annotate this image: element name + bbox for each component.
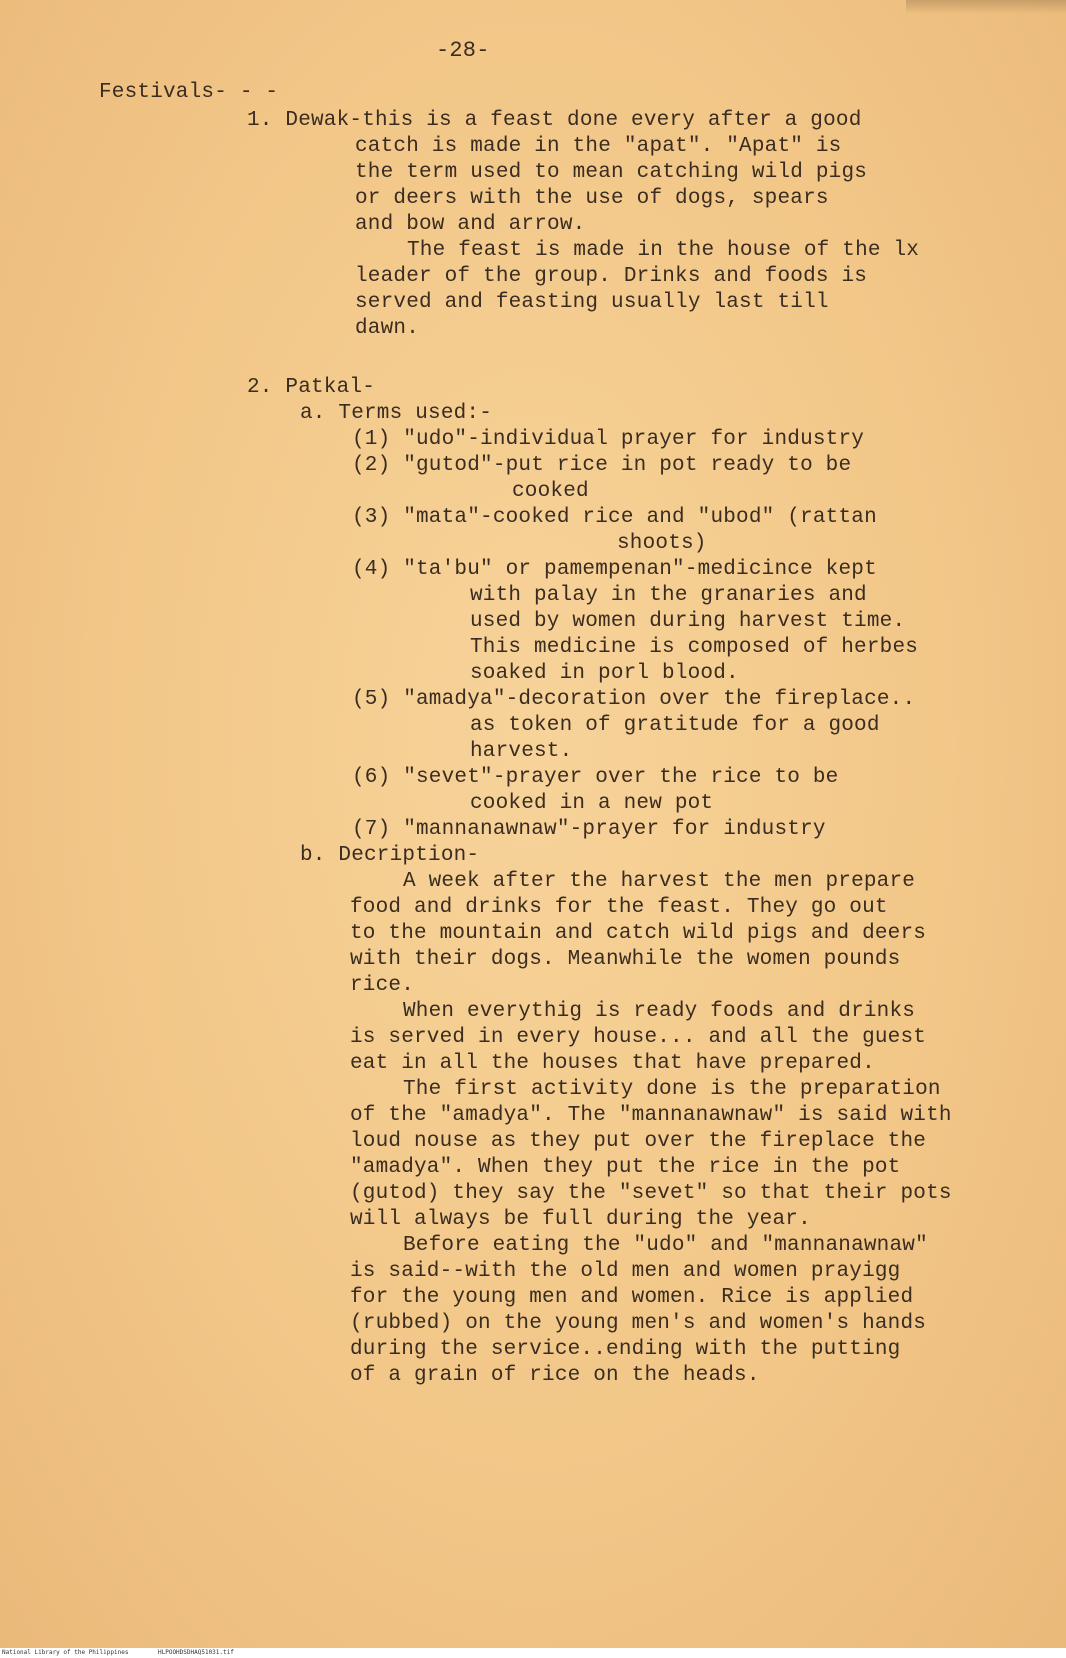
term-line: with palay in the granaries and <box>470 584 867 607</box>
description-line: "amadya". When they put the rice in the pot <box>350 1156 901 1179</box>
description-line: is said--with the old men and women prayigg <box>350 1260 901 1283</box>
dewak-line: 1. Dewak-this is a feast done every after a good <box>247 109 862 132</box>
term-line: (3) "mata"-cooked rice and "ubod" (rattan <box>352 506 877 529</box>
term-line: harvest. <box>470 740 573 763</box>
term-line: shoots) <box>617 532 707 555</box>
description-heading: b. Decription- <box>300 844 480 867</box>
description-line: (gutod) they say the "sevet" so that their pots <box>350 1182 952 1205</box>
term-line: (5) "amadya"-decoration over the fireplace.. <box>352 688 916 711</box>
description-line: is served in every house... and all the guest <box>350 1026 927 1049</box>
description-line: (rubbed) on the young men's and women's hands <box>350 1312 927 1335</box>
scan-filename: HLPOOHDSDHAQ51031.tif <box>158 1649 234 1656</box>
description-line: food and drinks for the feast. They go out <box>350 896 888 919</box>
description-line: eat in all the houses that have prepared. <box>350 1052 875 1075</box>
term-line: (2) "gutod"-put rice in pot ready to be <box>352 454 852 477</box>
description-line: to the mountain and catch wild pigs and deers <box>350 922 927 945</box>
description-line: Before eating the "udo" and "mannanawnaw" <box>403 1234 928 1257</box>
patkal-title: 2. Patkal- <box>247 376 376 399</box>
description-line: loud nouse as they put over the fireplace the <box>350 1130 927 1153</box>
description-line: When everythig is ready foods and drinks <box>403 1000 916 1023</box>
dewak-line: The feast is made in the house of the lx <box>407 239 920 262</box>
term-line: cooked in a new pot <box>470 792 714 815</box>
term-line: (1) "udo"-individual prayer for industry <box>352 428 865 451</box>
description-line: The first activity done is the preparation <box>403 1078 941 1101</box>
description-line: of a grain of rice on the heads. <box>350 1364 760 1387</box>
dewak-line: and bow and arrow. <box>355 213 586 236</box>
term-line: used by women during harvest time. <box>470 610 906 633</box>
term-line: cooked <box>512 480 589 503</box>
term-line: (4) "ta'bu" or pamempenan"-medicince kept <box>352 558 877 581</box>
library-credit: National Library of the Philippines <box>2 1649 129 1656</box>
section-heading: Festivals- - - <box>99 81 279 104</box>
dewak-line: the term used to mean catching wild pigs <box>355 161 868 184</box>
dewak-line: catch is made in the "apat". "Apat" is <box>355 135 842 158</box>
term-line: soaked in porl blood. <box>470 662 739 685</box>
dewak-line: dawn. <box>355 317 420 340</box>
scan-footer <box>0 1648 1066 1658</box>
term-line: (7) "mannanawnaw"-prayer for industry <box>352 818 826 841</box>
description-line: will always be full during the year. <box>350 1208 811 1231</box>
description-line: with their dogs. Meanwhile the women pounds <box>350 948 901 971</box>
description-line: A week after the harvest the men prepare <box>403 870 916 893</box>
description-line: during the service..ending with the putting <box>350 1338 901 1361</box>
page-edge-shadow <box>906 0 1066 14</box>
terms-heading: a. Terms used:- <box>300 402 493 425</box>
description-line: rice. <box>350 974 415 997</box>
term-line: This medicine is composed of herbes <box>470 636 919 659</box>
term-line: (6) "sevet"-prayer over the rice to be <box>352 766 839 789</box>
page-number: -28- <box>436 38 490 63</box>
description-line: for the young men and women. Rice is applied <box>350 1286 914 1309</box>
dewak-line: or deers with the use of dogs, spears <box>355 187 829 210</box>
term-line: as token of gratitude for a good <box>470 714 880 737</box>
description-line: of the "amadya". The "mannanawnaw" is said with <box>350 1104 952 1127</box>
dewak-line: served and feasting usually last till <box>355 291 829 314</box>
dewak-line: leader of the group. Drinks and foods is <box>355 265 868 288</box>
